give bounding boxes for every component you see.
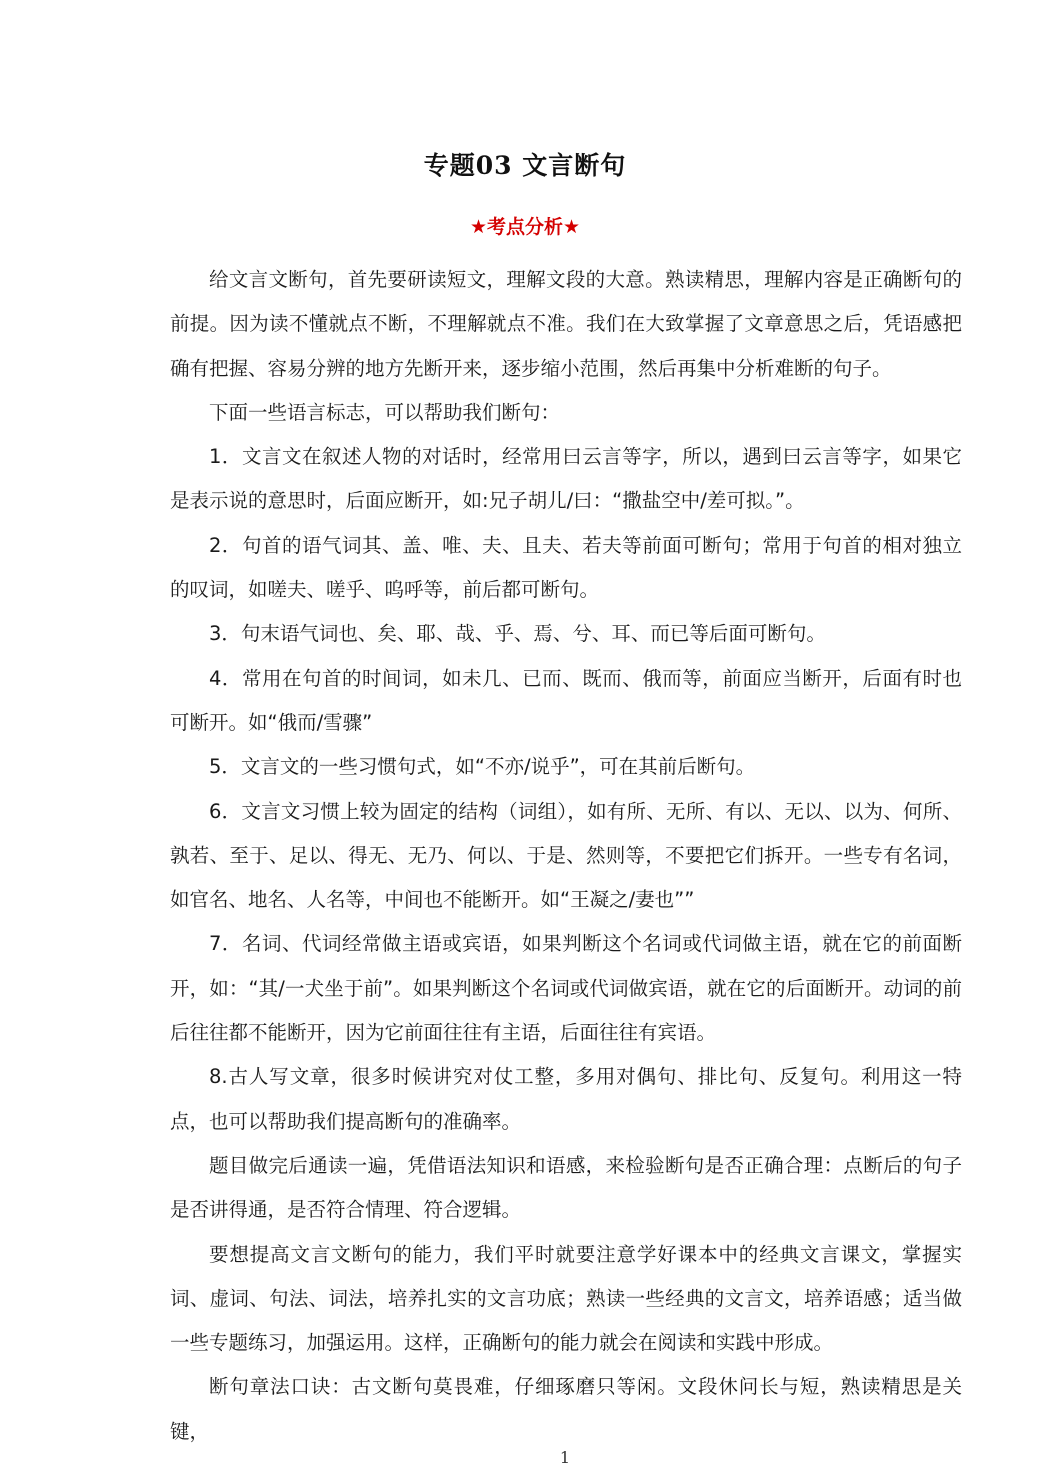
paragraph: 8.古人写文章，很多时候讲究对仗工整，多用对偶句、排比句、反复句。利用这一特点，也可以帮助我们提高断句的准确率。: [170, 1065, 962, 1133]
paragraph: 1．文言文在叙述人物的对话时，经常用曰云言等字，所以，遇到曰云言等字，如果它是表示说的意思时，后面应断开，如:兄子胡儿/曰：“撒盐空中/差可拟。”。: [170, 445, 962, 513]
page-title: 专题03 文言断句: [423, 151, 627, 180]
paragraph: 3．句末语气词也、矣、耶、哉、乎、焉、兮、耳、而已等后面可断句。: [209, 622, 826, 646]
paragraph: 给文言文断句，首先要研读短文，理解文段的大意。熟读精思，理解内容是正确断句的前提。因为读不懂就点不断，不理解就点不准。我们在大致掌握了文章意思之后，凭语感把确有把握、容易分辨的地方先断开来，逐步缩小范围，然后再集中分析难断的句子。: [170, 268, 962, 380]
paragraph: 断句章法口诀：古文断句莫畏难，仔细琢磨只等闲。文段休问长与短，熟读精思是关键，: [170, 1375, 962, 1443]
paragraph: 要想提高文言文断句的能力，我们平时就要注意学好课本中的经典文言课文，掌握实词、虚词、句法、词法，培养扎实的文言功底；熟读一些经典的文言文，培养语感；适当做一些专题练习，加强运用。这样，正确断句的能力就会在阅读和实践中形成。: [170, 1242, 962, 1355]
paragraph: 7．名词、代词经常做主语或宾语，如果判断这个名词或代词做主语，就在它的前面断开，如：“其/一犬坐于前”。如果判断这个名词或代词做宾语，就在它的后面断开。动词的前后往往都不能断开，因为它前面往往有主语，后面往往有宾语。: [170, 932, 962, 1045]
paragraph: 下面一些语言标志，可以帮助我们断句：: [209, 400, 561, 424]
paragraph: 2．句首的语气词其、盖、唯、夫、且夫、若夫等前面可断句；常用于句首的相对独立的叹词，如嗟夫、嗟乎、呜呼等，前后都可断句。: [170, 533, 962, 602]
section-heading: ★考点分析★: [469, 216, 581, 238]
document-body: [170, 258, 962, 1454]
paragraph: 5．文言文的一些习惯句式，如“不亦/说乎”，可在其前后断句。: [209, 755, 756, 779]
page-number: 1: [559, 1448, 571, 1467]
paragraph: 题目做完后通读一遍，凭借语法知识和语感，来检验断句是否正确合理：点断后的句子是否讲得通，是否符合情理、符合逻辑。: [170, 1153, 962, 1222]
paragraph: 6．文言文习惯上较为固定的结构（词组），如有所、无所、有以、无以、以为、何所、孰若、至于、足以、得无、无乃、何以、于是、然则等，不要把它们拆开。一些专有名词，如官名、地名、人名等，中间也不能断开。如“王凝之/妻也””: [170, 799, 962, 912]
paragraph: 4．常用在句首的时间词，如未几、已而、既而、俄而等，前面应当断开，后面有时也可断开。如“俄而/雪骤”: [170, 666, 962, 734]
